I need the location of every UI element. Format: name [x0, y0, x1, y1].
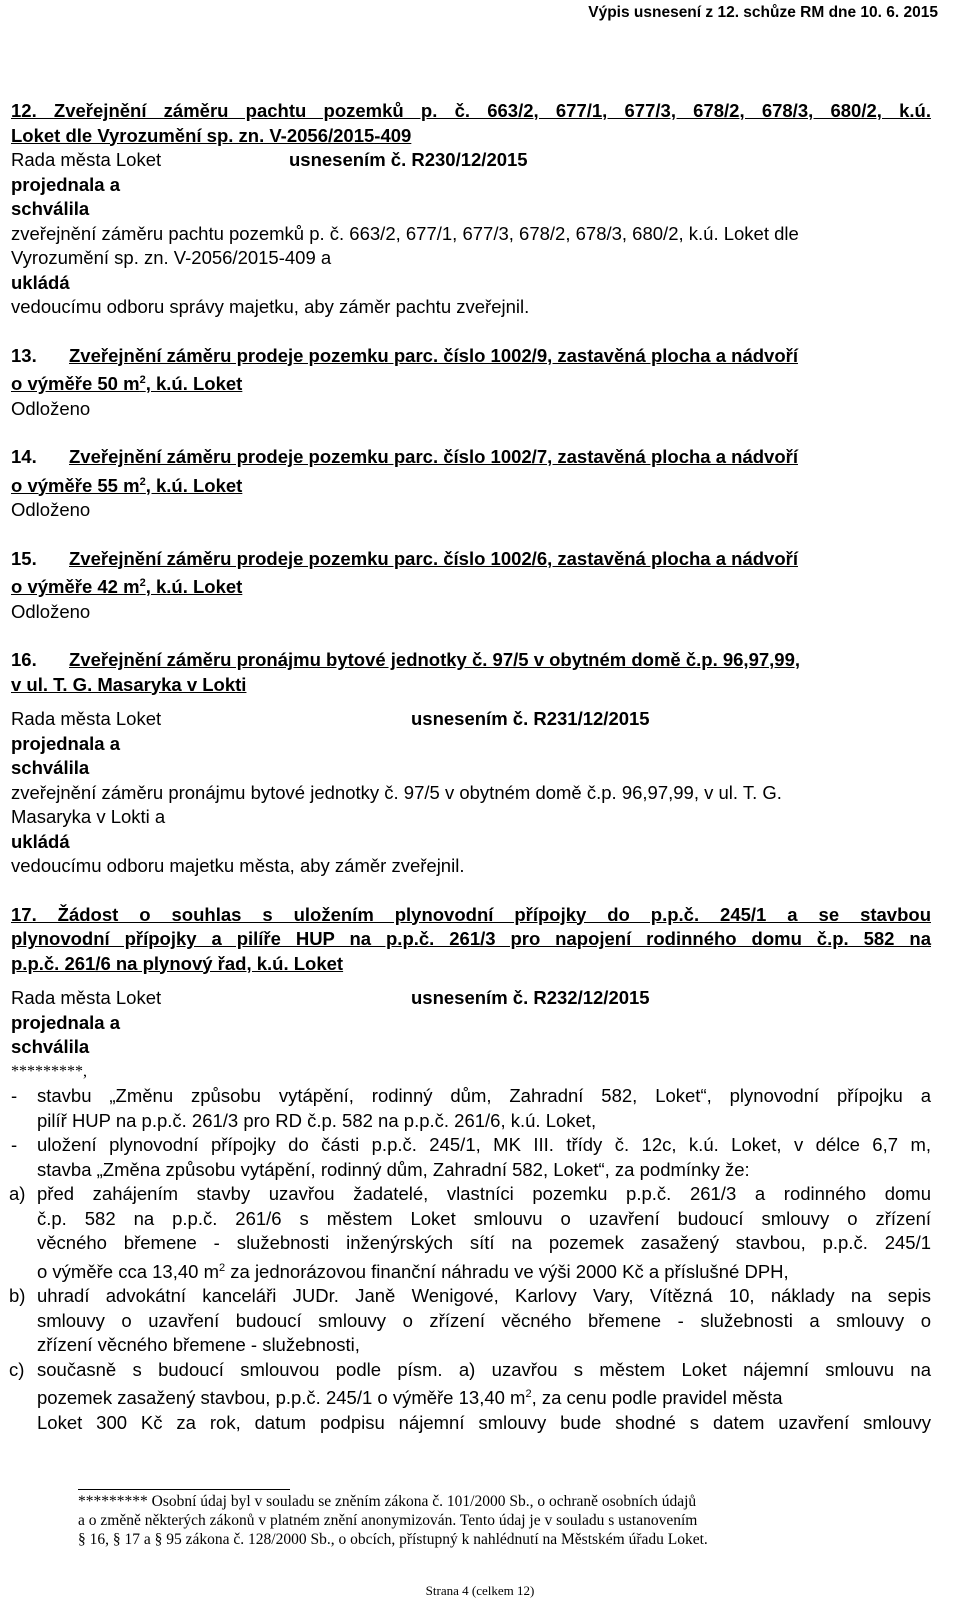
schvalila-label: schválila — [11, 198, 90, 219]
item-16-title-cont: v ul. T. G. Masaryka v Lokti — [11, 673, 247, 695]
list-marker-c: c) — [9, 1358, 25, 1380]
dash-marker: - — [11, 1085, 18, 1106]
council-label: Rada města Loket — [11, 708, 162, 729]
item-16-title: Zveřejnění záměru pronájmu bytové jednotky č. 97/5 v obytném domě č.p. 96,97,99, — [69, 649, 801, 670]
anonymized-name: *********, — [11, 1062, 87, 1080]
item-14-title: Zveřejnění záměru prodeje pozemku parc. číslo 1002/7, zastavěná plocha a nádvoří — [69, 446, 798, 467]
uklada-label: ukládá — [11, 830, 70, 852]
item-16-text: zveřejnění záměru pronájmu bytové jednotky č. 97/5 v obytném domě č.p. 96,97,99, v ul. T. G. — [11, 781, 782, 803]
item-16-task: vedoucímu odboru majetku města, aby záměr zveřejnil. — [11, 855, 465, 876]
projednala-label: projednala a — [11, 173, 120, 195]
list-item-b: b) uhradí advokátní kanceláři JUDr. Janě Wenigové, Karlovy Vary, Vítězná 10, náklady na sepis smlouvy o uzavření budoucí smlouvy o zřízení věcného břemene - služebnosti a smlouvy o zřízení věcného břemene - služebnosti, — [9, 1285, 931, 1355]
list-item-dash-2: - uložení plynovodní přípojky do části p.p.č. 245/1, MK III. třídy č. 12c, k.ú. Loket, v délce 6,7 m, stavba „Změna způsobu vytápění, rodinný dům, Zahradní 582, Loket“, za podmínky že: — [11, 1134, 931, 1180]
footnote-divider — [78, 1489, 290, 1490]
schvalila-label: schválila — [11, 757, 90, 778]
item-16-text-cont: Masaryka v Lokti a — [11, 806, 166, 827]
schvalila-label: schválila — [11, 1036, 90, 1057]
item-17-title: 17. Žádost o souhlas s uložením plynovodní přípojky do p.p.č. 245/1 a se stavbou — [11, 903, 931, 925]
item-17-resolution-row — [11, 986, 931, 1011]
footnote-line-2: a o změně některých zákonů v platném znění anonymizován. Tento údaj je v souladu s ustanovením — [78, 1512, 698, 1529]
item-15-number: 15. — [11, 547, 37, 569]
list-item-a: a) před zahájením stavby uzavřou žadatelé, vlastníci pozemku p.p.č. 261/3 a rodinného domu č.p. 582 na p.p.č. 261/6 s městem Loket smlouvu o uzavření budoucí smlouvy o zřízení věcného břemene - služebnosti inženýrských sítí na pozemek zasažený stavbou, p.p.č. 245/1 o výměře cca 13,40 $m^2$ za jednorázovou finanční náhradu ve výši 2000 Kč a příslušné DPH, — [9, 1183, 931, 1282]
item-16 — [11, 648, 931, 879]
resolution-number: usnesením č. R232/12/2015 — [411, 987, 650, 1008]
item-12 — [11, 99, 931, 320]
resolution-number: usnesením č. R231/12/2015 — [411, 708, 650, 729]
item-15-title: Zveřejnění záměru prodeje pozemku parc. číslo 1002/6, zastavěná plocha a nádvoří — [69, 547, 798, 569]
council-label: Rada města Loket — [11, 987, 162, 1008]
item-12-resolution-row — [11, 148, 931, 173]
footnote-line-1: ********* Osobní údaj byl v souladu se zněním zákona č. 101/2000 Sb., o ochraně osobních údajů — [78, 1493, 697, 1510]
item-13: 13. Zveřejnění záměru prodeje pozemku parc. číslo 1002/9, zastavěná plocha a nádvoří o výměře 50 $m^2$, k.ú. Loket Odloženo — [11, 344, 931, 422]
resolution-number: usnesením č. R230/12/2015 — [289, 149, 528, 170]
projednala-label: projednala a — [11, 1011, 120, 1033]
item-17-title-cont2: p.p.č. 261/6 na plynový řad, k.ú. Loket — [11, 952, 344, 974]
item-12-title-cont: Loket dle Vyrozumění sp. zn. V-2056/2015-409 — [11, 124, 412, 146]
item-13-title-cont: o výměře 50 m — [11, 373, 140, 394]
item-14-status: Odloženo — [11, 499, 91, 520]
footnote-line-3: § 16, § 17 a § 95 zákona č. 128/2000 Sb., o obcích, přístupný k nahlédnutí na Městském úřadu Loket. — [78, 1531, 708, 1548]
item-12-text-cont: Vyrozumění sp. zn. V-2056/2015-409 a — [11, 247, 332, 268]
list-item-c: c) současně s budoucí smlouvou podle písm. a) uzavřou s městem Loket nájemní smlouvu na pozemek zasažený stavbou, p.p.č. 245/1 o výměře 13,40 $m^2$, za cenu podle pravidel města Loket 300 Kč za rok, datum podpisu nájemní smlouvy bude shodné s datem uzavření smlouvy — [9, 1358, 931, 1433]
item-13-number: 13. — [11, 344, 37, 366]
item-16-number: 16. — [11, 649, 37, 670]
document-body — [11, 99, 931, 1435]
item-12-title: 12. Zveřejnění záměru pachtu pozemků p. č. 663/2, 677/1, 677/3, 678/2, 678/3, 680/2, k.ú. — [11, 100, 931, 121]
dash-marker: - — [11, 1134, 18, 1155]
page-header-title: Výpis usnesení z 12. schůze RM dne 10. 6. 2015 — [588, 4, 938, 21]
list-item-dash-1: - stavbu „Změnu způsobu vytápění, rodinný dům, Zahradní 582, Loket“, plynovodní přípojku a pilíř HUP na p.p.č. 261/3 pro RD č.p. 582 na p.p.č. 261/6, k.ú. Loket, — [11, 1085, 931, 1131]
council-label: Rada města Loket — [11, 149, 162, 170]
item-14-title-cont: o výměře 55 m — [11, 474, 140, 496]
uklada-label: ukládá — [11, 271, 70, 293]
item-15: 15. Zveřejnění záměru prodeje pozemku parc. číslo 1002/6, zastavěná plocha a nádvoří o výměře 42 $m^2$, k.ú. Loket Odloženo — [11, 547, 931, 625]
footnote — [78, 1492, 868, 1549]
item-13-status: Odloženo — [11, 397, 91, 419]
projednala-label: projednala a — [11, 732, 120, 754]
item-14: 14. Zveřejnění záměru prodeje pozemku parc. číslo 1002/7, zastavěná plocha a nádvoří o výměře 55 $m^2$, k.ú. Loket Odloženo — [11, 445, 931, 523]
list-marker-a: a) — [9, 1183, 26, 1204]
list-marker-b: b) — [9, 1285, 26, 1306]
item-17 — [11, 903, 931, 1436]
item-14-number: 14. — [11, 446, 37, 467]
page-number: Strana 4 (celkem 12) — [425, 1583, 535, 1598]
item-16-resolution-row — [11, 707, 931, 732]
item-12-task: vedoucímu odboru správy majetku, aby záměr pachtu zveřejnil. — [11, 296, 530, 317]
item-17-title-cont: plynovodní přípojky a pilíře HUP na p.p.č. 261/3 pro napojení rodinného domu č.p. 582 na — [11, 928, 931, 949]
item-13-title: Zveřejnění záměru prodeje pozemku parc. číslo 1002/9, zastavěná plocha a nádvoří — [69, 344, 798, 366]
item-15-status: Odloženo — [11, 600, 91, 622]
item-12-text: zveřejnění záměru pachtu pozemků p. č. 663/2, 677/1, 677/3, 678/2, 678/3, 680/2, k.ú. Loket dle — [11, 222, 799, 244]
item-15-title-cont: o výměře 42 m — [11, 576, 140, 597]
